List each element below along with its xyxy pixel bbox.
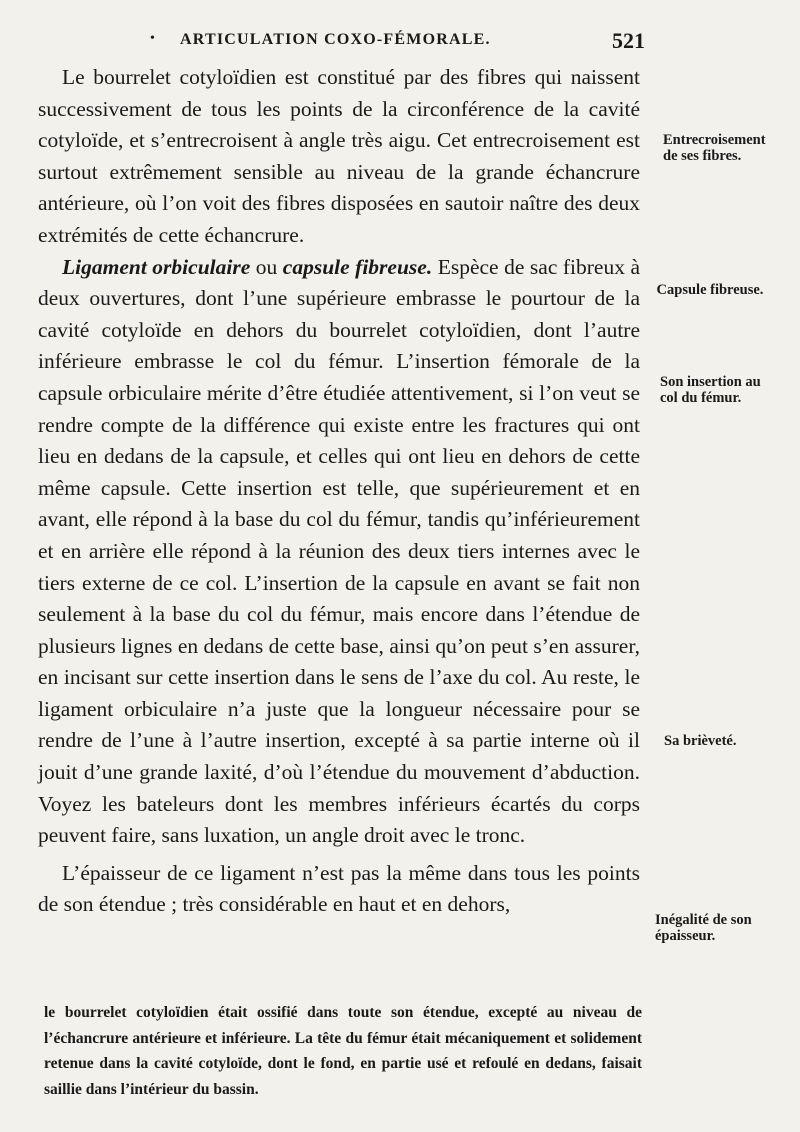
- term-capsule-fibreuse: capsule fibreuse.: [282, 254, 433, 279]
- margin-note-entrecroisement: Entrecroisement de ses fibres.: [663, 132, 766, 164]
- paragraph-ligament-orbiculaire: [38, 252, 640, 852]
- margin-note-capsule: Capsule fibreuse.: [656, 282, 764, 298]
- margin-note-epaisseur: Inégalité de son épaisseur.: [655, 912, 752, 944]
- footnote: le bourrelet cotyloïdien était ossifié dans toute son étendue, excepté au niveau de l’échancrure antérieure et inférieure. La tête du fémur était mécaniquement et solidement retenue dans la cavité cotyloïde, dont le fond, en partie usé et refoulé en dedans, faisait saillie dans l’intérieur du bassin.: [44, 1004, 642, 1098]
- paragraph-bourrelet: Le bourrelet cotyloïdien est constitué par des fibres qui naissent successivement de tous les points de la circonférence de la cavité cotyloïde, et s’entrecroisent à angle très aigu. Cet entrecroisement est surtout extrêmement sensible au niveau de la grande échancrure antérieure, où l’on voit des fibres disposées en sautoir naître des deux extrémités de cette échancrure.: [38, 65, 640, 247]
- main-text: [38, 62, 640, 921]
- running-title: ARTICULATION COXO-FÉMORALE.: [180, 31, 491, 48]
- text-ou: ou: [250, 254, 283, 279]
- margin-note-brievete: Sa brièveté.: [664, 733, 737, 749]
- running-header: [150, 28, 645, 54]
- paragraph-epaisseur: L’épaisseur de ce ligament n’est pas la même dans tous les points de son étendue ; très considérable en haut et en dehors,: [38, 860, 640, 917]
- margin-note-insertion: Son insertion au col du fémur.: [660, 374, 761, 406]
- paragraph-ligament-text: Espèce de sac fibreux à deux ouvertures, dont l’une supérieure embrasse le pourtour de la cavité cotyloïde en dehors du bourrelet cotyloïdien, dont l’autre inférieure embrasse le col du fémur. L’insertion fémorale de la capsule orbiculaire mérite d’être étudiée attentivement, si l’on veut se rendre compte de la différence qui existe entre les fractures qui ont lieu en dedans de la capsule, et celles qui ont lieu en dehors de cette même capsule. Cette insertion est telle, que supérieurement et en avant, elle répond à la base du col du fémur, tandis qu’inférieurement et en arrière elle répond à la réunion des deux tiers internes avec le tiers externe de ce col. L’insertion de la capsule en avant se fait non seulement à la base du col du fémur, mais encore dans l’étendue de plusieurs lignes en dedans de cette base, ainsi qu’on peut s’en assurer, en incisant sur cette insertion dans le sens de l’axe du col. Au reste, le ligament orbiculaire n’a juste que la longueur nécessaire pour se rendre de l’une à l’autre insertion, excepté à sa partie interne où il jouit d’une grande laxité, d’où l’étendue du mouvement d’abduction. Voyez les bateleurs dont les membres inférieurs écartés du corps peuvent faire, sans luxation, un angle droit avec le tronc.: [38, 254, 641, 848]
- term-ligament-orbiculaire: Ligament orbiculaire: [62, 254, 251, 279]
- header-bullet: •: [150, 31, 155, 46]
- page-number: 521: [612, 28, 645, 53]
